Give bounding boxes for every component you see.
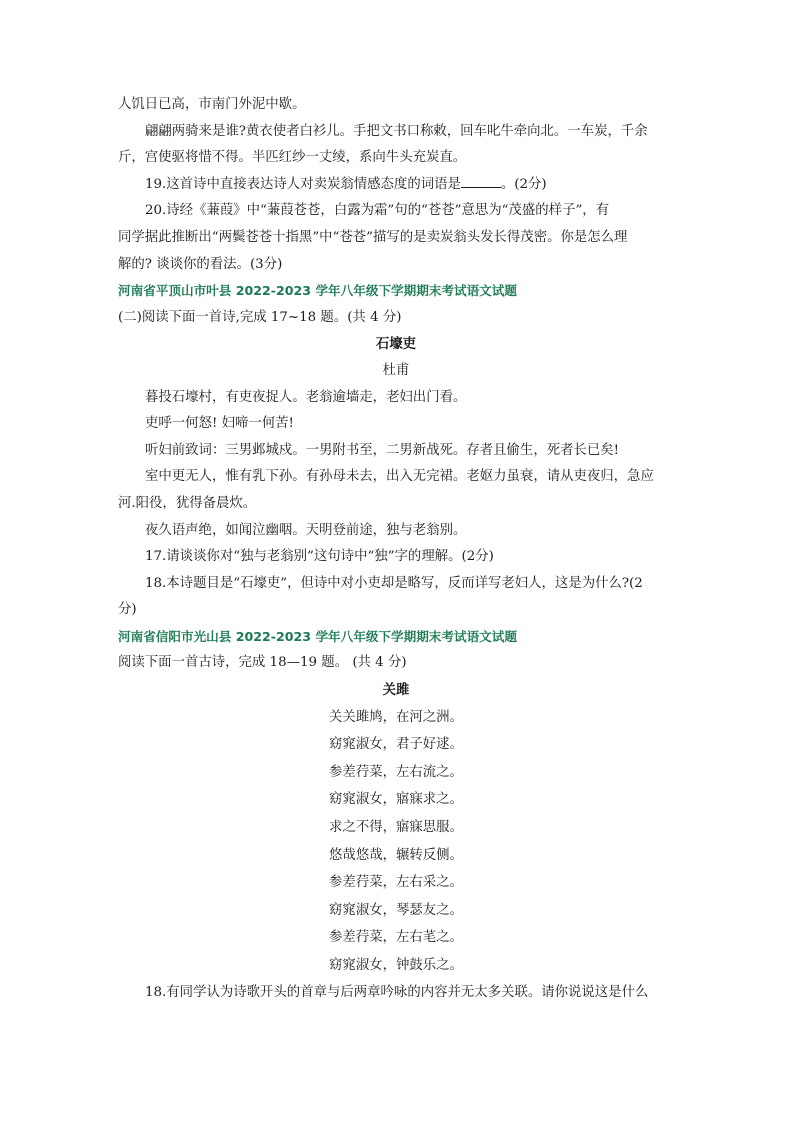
question-20-line: 20.诗经《蒹葭》中“蒹葭苍苍，白露为霜”句的“苍苍”意思为“茂盛的样子”，有 [145,203,610,219]
question-20-line: 解的? 谈谈你的看法。(3分) [118,256,283,272]
section-intro: (二)阅读下面一首诗,完成 17~18 题。(共 4 分) [118,309,402,325]
poem-line: 求之不得，寤寐思服。 [329,820,463,836]
poem-title: 石壕吏 [375,336,417,353]
poem-paragraph: 暮投石壕村，有吏夜捉人。老翁逾墙走，老妇出门看。 [145,389,467,405]
question-19-text: 19.这首诗中直接表达诗人对卖炭翁情感态度的词语是 [145,176,461,192]
question-20-line: 同学据此推断出“两鬓苍苍十指黑”中“苍苍”描写的是卖炭翁头发长得茂密。你是怎么理 [118,229,628,245]
question-18-line: 分) [118,602,137,618]
poem-line: 参差荇菜，左右流之。 [329,764,463,780]
poem-paragraph: 室中更无人，惟有乳下孙。有孙母未去，出入无完裙。老妪力虽衰，请从吏夜归，急应 [145,469,654,485]
poem-paragraph: 听妇前致词：三男邺城戍。一男附书至，二男新战死。存者且偷生，死者长已矣! [145,442,620,458]
question-18-line: 18.本诗题目是“石壕吏”，但诗中对小吏却是略写，反而详写老妇人，这是为什么?(2 [145,575,643,591]
poem-line: 窈窕淑女，钟鼓乐之。 [329,958,463,973]
question-17: 17.请谈谈你对“独与老翁别”这句诗中“独”字的理解。(2分) [145,549,494,565]
answer-blank[interactable] [461,175,501,188]
poem-paragraph: 吏呼一何怒! 妇啼一何苦! [145,416,294,432]
poem-author: 杜甫 [382,362,410,378]
poem-line-continued: 人饥日已高，市南门外泥中歇。 [118,97,306,112]
poem-stanza-line: 翩翩两骑来是谁?黄衣使者白衫儿。手把文书口称敕，回车叱牛牵向北。一车炭，千余 [145,123,648,139]
poem-title: 关雎 [382,682,410,699]
poem-line: 窈窕淑女，君子好逑。 [329,737,463,753]
question-19-score: 。(2分) [500,176,547,192]
poem-line: 参差荇菜，左右采之。 [329,875,463,891]
poem-line: 参差荇菜，左右芼之。 [329,930,463,946]
poem-line: 关关雎鸠，在河之洲。 [329,709,463,725]
page-content [118,92,674,1006]
question-18-line: 18.有同学认为诗歌开头的首章与后两章吟咏的内容并无太多关联。请你说说这是什么 [145,984,649,1000]
poem-stanza-line: 斤，宫使驱将惜不得。半匹红纱一丈绫，系向牛头充炭直。 [118,150,467,166]
exam-source-heading: 河南省信阳市光山县 2022-2023 学年八年级下学期期末考试语文试题 [118,628,517,644]
poem-line: 窈窕淑女，寤寐求之。 [329,792,463,808]
poem-paragraph: 河.阳役，犹得备晨炊。 [118,495,257,511]
poem-line: 悠哉悠哉，辗转反侧。 [329,847,463,863]
poem-line: 窈窕淑女，琴瑟友之。 [329,902,463,918]
question-19 [118,172,674,199]
section-intro: 阅读下面一首古诗，完成 18—19 题。 (共 4 分) [118,655,407,671]
poem-body [118,704,674,980]
exam-source-heading: 河南省平顶山市叶县 2022-2023 学年八年级下学期期末考试语文试题 [118,283,517,299]
poem-paragraph: 夜久语声绝，如闻泣幽咽。天明登前途，独与老翁别。 [145,522,467,538]
